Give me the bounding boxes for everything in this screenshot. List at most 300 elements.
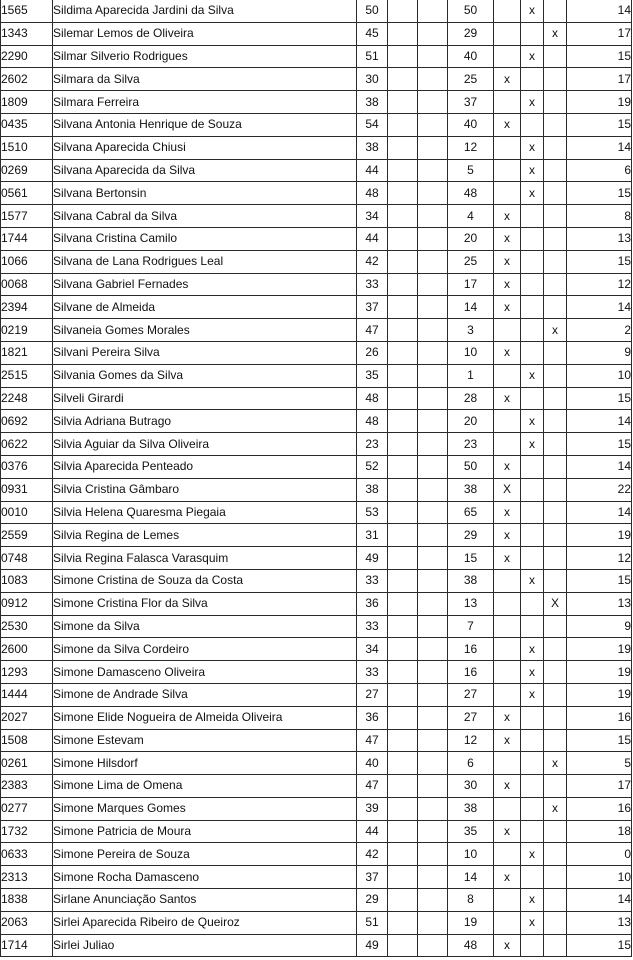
cell-mark-a xyxy=(494,661,521,684)
cell-code: 0748 xyxy=(1,547,53,570)
cell-mark-a: X xyxy=(494,478,521,501)
cell-age: 26 xyxy=(357,341,388,364)
cell-empty xyxy=(388,524,418,547)
cell-mark-c xyxy=(544,296,567,319)
cell-empty xyxy=(418,843,448,866)
cell-code: 0692 xyxy=(1,410,53,433)
cell-code: 0376 xyxy=(1,455,53,478)
cell-empty xyxy=(388,159,418,182)
cell-mark-a: x xyxy=(494,455,521,478)
cell-empty xyxy=(388,729,418,752)
cell-mark-b: x xyxy=(521,433,544,456)
cell-total: 14 xyxy=(567,0,632,22)
cell-count: 48 xyxy=(448,934,494,957)
cell-mark-c xyxy=(544,661,567,684)
cell-name: Sirlei Juliao xyxy=(53,934,357,957)
cell-mark-a xyxy=(494,638,521,661)
cell-mark-a: x xyxy=(494,775,521,798)
cell-total: 19 xyxy=(567,683,632,706)
cell-count: 1 xyxy=(448,364,494,387)
cell-empty xyxy=(418,91,448,114)
cell-mark-a: x xyxy=(494,934,521,957)
table-row xyxy=(1,182,632,205)
cell-name: Simone Cristina de Souza da Costa xyxy=(53,569,357,592)
cell-age: 51 xyxy=(357,911,388,934)
cell-empty xyxy=(418,729,448,752)
cell-mark-c xyxy=(544,341,567,364)
cell-total: 14 xyxy=(567,296,632,319)
table-row xyxy=(1,0,632,22)
table-row xyxy=(1,797,632,820)
cell-mark-c xyxy=(544,683,567,706)
cell-mark-c xyxy=(544,205,567,228)
cell-empty xyxy=(418,683,448,706)
cell-count: 50 xyxy=(448,0,494,22)
cell-mark-c xyxy=(544,729,567,752)
cell-mark-c xyxy=(544,91,567,114)
cell-mark-c: x xyxy=(544,797,567,820)
cell-age: 34 xyxy=(357,638,388,661)
cell-empty xyxy=(388,820,418,843)
cell-age: 33 xyxy=(357,273,388,296)
cell-code: 1510 xyxy=(1,136,53,159)
cell-age: 40 xyxy=(357,752,388,775)
cell-empty xyxy=(418,410,448,433)
table-row xyxy=(1,22,632,45)
cell-mark-a xyxy=(494,911,521,934)
table-row xyxy=(1,364,632,387)
cell-mark-c: x xyxy=(544,752,567,775)
cell-empty xyxy=(388,547,418,570)
cell-name: Sildima Aparecida Jardini da Silva xyxy=(53,0,357,22)
table-row xyxy=(1,729,632,752)
cell-empty xyxy=(388,455,418,478)
cell-mark-c xyxy=(544,364,567,387)
cell-empty xyxy=(388,911,418,934)
cell-mark-a xyxy=(494,182,521,205)
cell-mark-a xyxy=(494,159,521,182)
table-row xyxy=(1,159,632,182)
cell-empty xyxy=(418,569,448,592)
cell-total: 14 xyxy=(567,410,632,433)
cell-count: 38 xyxy=(448,797,494,820)
cell-total: 9 xyxy=(567,615,632,638)
cell-mark-b xyxy=(521,501,544,524)
cell-age: 49 xyxy=(357,934,388,957)
cell-age: 50 xyxy=(357,0,388,22)
cell-mark-b xyxy=(521,250,544,273)
cell-empty xyxy=(388,615,418,638)
cell-code: 0261 xyxy=(1,752,53,775)
table-row xyxy=(1,113,632,136)
cell-total: 6 xyxy=(567,159,632,182)
cell-mark-c: x xyxy=(544,319,567,342)
cell-total: 9 xyxy=(567,341,632,364)
cell-mark-b xyxy=(521,729,544,752)
cell-count: 37 xyxy=(448,91,494,114)
cell-name: Silvia Adriana Butrago xyxy=(53,410,357,433)
cell-count: 50 xyxy=(448,455,494,478)
table-row xyxy=(1,934,632,957)
cell-empty xyxy=(388,205,418,228)
table-row xyxy=(1,706,632,729)
cell-age: 37 xyxy=(357,866,388,889)
cell-empty xyxy=(418,911,448,934)
table-row xyxy=(1,501,632,524)
table-row xyxy=(1,615,632,638)
cell-empty xyxy=(388,387,418,410)
cell-count: 17 xyxy=(448,273,494,296)
cell-mark-c xyxy=(544,547,567,570)
cell-mark-b xyxy=(521,524,544,547)
cell-code: 1744 xyxy=(1,227,53,250)
cell-count: 12 xyxy=(448,136,494,159)
cell-age: 39 xyxy=(357,797,388,820)
cell-empty xyxy=(388,592,418,615)
cell-empty xyxy=(388,136,418,159)
cell-name: Silvana Aparecida da Silva xyxy=(53,159,357,182)
table-row xyxy=(1,410,632,433)
cell-code: 2602 xyxy=(1,68,53,91)
cell-code: 2290 xyxy=(1,45,53,68)
cell-mark-a xyxy=(494,797,521,820)
cell-mark-b: x xyxy=(521,136,544,159)
cell-count: 38 xyxy=(448,569,494,592)
cell-mark-c xyxy=(544,410,567,433)
cell-name: Silvia Cristina Gâmbaro xyxy=(53,478,357,501)
cell-mark-c xyxy=(544,227,567,250)
cell-mark-b: x xyxy=(521,889,544,912)
cell-mark-a xyxy=(494,91,521,114)
cell-mark-a xyxy=(494,319,521,342)
cell-age: 36 xyxy=(357,706,388,729)
cell-empty xyxy=(418,0,448,22)
cell-name: Silvani Pereira Silva xyxy=(53,341,357,364)
cell-count: 27 xyxy=(448,706,494,729)
table-row xyxy=(1,866,632,889)
cell-name: Simone de Andrade Silva xyxy=(53,683,357,706)
cell-total: 15 xyxy=(567,569,632,592)
cell-mark-b xyxy=(521,68,544,91)
cell-mark-c: x xyxy=(544,22,567,45)
cell-code: 0277 xyxy=(1,797,53,820)
cell-total: 19 xyxy=(567,661,632,684)
cell-name: Silvana Gabriel Fernades xyxy=(53,273,357,296)
cell-count: 6 xyxy=(448,752,494,775)
cell-total: 15 xyxy=(567,45,632,68)
cell-code: 0068 xyxy=(1,273,53,296)
cell-mark-a: x xyxy=(494,387,521,410)
cell-total: 19 xyxy=(567,91,632,114)
cell-name: Silvania Gomes da Silva xyxy=(53,364,357,387)
table-row xyxy=(1,319,632,342)
cell-mark-a: x xyxy=(494,227,521,250)
cell-empty xyxy=(388,91,418,114)
cell-mark-b: x xyxy=(521,182,544,205)
cell-total: 12 xyxy=(567,547,632,570)
cell-total: 18 xyxy=(567,820,632,843)
cell-total: 16 xyxy=(567,797,632,820)
cell-empty xyxy=(418,387,448,410)
cell-mark-c xyxy=(544,68,567,91)
table-row xyxy=(1,455,632,478)
cell-code: 1809 xyxy=(1,91,53,114)
cell-mark-b xyxy=(521,273,544,296)
cell-mark-a: x xyxy=(494,820,521,843)
cell-mark-c xyxy=(544,433,567,456)
cell-age: 35 xyxy=(357,364,388,387)
cell-empty xyxy=(418,934,448,957)
cell-age: 38 xyxy=(357,478,388,501)
table-row xyxy=(1,524,632,547)
cell-empty xyxy=(388,843,418,866)
cell-mark-b: x xyxy=(521,410,544,433)
cell-mark-a xyxy=(494,889,521,912)
table-row xyxy=(1,911,632,934)
cell-empty xyxy=(418,341,448,364)
cell-mark-c xyxy=(544,45,567,68)
cell-mark-b xyxy=(521,205,544,228)
cell-age: 27 xyxy=(357,683,388,706)
cell-code: 2515 xyxy=(1,364,53,387)
cell-count: 5 xyxy=(448,159,494,182)
cell-code: 0633 xyxy=(1,843,53,866)
cell-mark-c xyxy=(544,775,567,798)
cell-name: Simone Elide Nogueira de Almeida Oliveira xyxy=(53,706,357,729)
cell-age: 33 xyxy=(357,569,388,592)
cell-empty xyxy=(418,364,448,387)
cell-name: Silvana Antonia Henrique de Souza xyxy=(53,113,357,136)
cell-mark-a xyxy=(494,22,521,45)
cell-total: 15 xyxy=(567,934,632,957)
cell-empty xyxy=(388,797,418,820)
cell-mark-b: x xyxy=(521,364,544,387)
cell-count: 4 xyxy=(448,205,494,228)
cell-mark-c xyxy=(544,501,567,524)
cell-name: Silvane de Almeida xyxy=(53,296,357,319)
cell-count: 3 xyxy=(448,319,494,342)
cell-count: 19 xyxy=(448,911,494,934)
cell-empty xyxy=(418,250,448,273)
cell-empty xyxy=(388,296,418,319)
cell-count: 14 xyxy=(448,296,494,319)
cell-empty xyxy=(388,569,418,592)
cell-mark-b: x xyxy=(521,683,544,706)
cell-empty xyxy=(418,752,448,775)
cell-code: 0219 xyxy=(1,319,53,342)
cell-name: Silvia Regina de Lemes xyxy=(53,524,357,547)
cell-age: 47 xyxy=(357,729,388,752)
cell-empty xyxy=(388,889,418,912)
cell-name: Silemar Lemos de Oliveira xyxy=(53,22,357,45)
cell-mark-b xyxy=(521,866,544,889)
table-row xyxy=(1,843,632,866)
cell-count: 16 xyxy=(448,638,494,661)
cell-empty xyxy=(388,478,418,501)
table-row xyxy=(1,752,632,775)
table-row xyxy=(1,661,632,684)
cell-mark-c xyxy=(544,159,567,182)
cell-mark-a: x xyxy=(494,341,521,364)
cell-count: 35 xyxy=(448,820,494,843)
cell-mark-a: x xyxy=(494,68,521,91)
cell-code: 0912 xyxy=(1,592,53,615)
cell-mark-c: X xyxy=(544,592,567,615)
cell-mark-c xyxy=(544,615,567,638)
cell-count: 15 xyxy=(448,547,494,570)
cell-mark-c xyxy=(544,478,567,501)
cell-empty xyxy=(418,889,448,912)
table-row xyxy=(1,227,632,250)
cell-age: 53 xyxy=(357,501,388,524)
cell-mark-c xyxy=(544,273,567,296)
cell-code: 2600 xyxy=(1,638,53,661)
cell-age: 29 xyxy=(357,889,388,912)
cell-age: 30 xyxy=(357,68,388,91)
cell-empty xyxy=(418,501,448,524)
cell-empty xyxy=(418,113,448,136)
cell-empty xyxy=(388,364,418,387)
cell-total: 19 xyxy=(567,524,632,547)
table-row xyxy=(1,91,632,114)
cell-empty xyxy=(418,136,448,159)
cell-count: 10 xyxy=(448,843,494,866)
cell-mark-b xyxy=(521,592,544,615)
cell-empty xyxy=(418,706,448,729)
cell-count: 20 xyxy=(448,227,494,250)
cell-empty xyxy=(388,250,418,273)
cell-mark-b: x xyxy=(521,91,544,114)
cell-mark-b xyxy=(521,706,544,729)
cell-total: 14 xyxy=(567,455,632,478)
cell-mark-a xyxy=(494,0,521,22)
cell-age: 45 xyxy=(357,22,388,45)
cell-count: 7 xyxy=(448,615,494,638)
table-row xyxy=(1,136,632,159)
cell-mark-b xyxy=(521,615,544,638)
cell-age: 33 xyxy=(357,615,388,638)
cell-mark-c xyxy=(544,934,567,957)
cell-count: 29 xyxy=(448,524,494,547)
cell-age: 47 xyxy=(357,775,388,798)
cell-name: Silmara Ferreira xyxy=(53,91,357,114)
cell-code: 1083 xyxy=(1,569,53,592)
cell-age: 48 xyxy=(357,410,388,433)
cell-empty xyxy=(388,341,418,364)
cell-empty xyxy=(388,410,418,433)
cell-code: 0622 xyxy=(1,433,53,456)
cell-empty xyxy=(388,775,418,798)
cell-code: 1838 xyxy=(1,889,53,912)
cell-age: 36 xyxy=(357,592,388,615)
cell-count: 40 xyxy=(448,45,494,68)
cell-mark-c xyxy=(544,387,567,410)
cell-age: 42 xyxy=(357,250,388,273)
cell-mark-c xyxy=(544,250,567,273)
cell-empty xyxy=(418,524,448,547)
table-row xyxy=(1,45,632,68)
cell-total: 15 xyxy=(567,387,632,410)
cell-mark-b xyxy=(521,478,544,501)
table-row xyxy=(1,433,632,456)
cell-name: Silvana Bertonsin xyxy=(53,182,357,205)
table-row xyxy=(1,296,632,319)
cell-age: 31 xyxy=(357,524,388,547)
cell-mark-b xyxy=(521,227,544,250)
table-row xyxy=(1,683,632,706)
cell-name: Sirlane Anunciação Santos xyxy=(53,889,357,912)
cell-code: 0561 xyxy=(1,182,53,205)
cell-mark-a xyxy=(494,433,521,456)
cell-name: Silvia Helena Quaresma Piegaia xyxy=(53,501,357,524)
table-row xyxy=(1,250,632,273)
cell-total: 15 xyxy=(567,113,632,136)
cell-age: 49 xyxy=(357,547,388,570)
cell-mark-a: x xyxy=(494,250,521,273)
cell-mark-a xyxy=(494,615,521,638)
cell-count: 40 xyxy=(448,113,494,136)
cell-mark-b xyxy=(521,752,544,775)
cell-empty xyxy=(418,455,448,478)
cell-empty xyxy=(388,319,418,342)
cell-empty xyxy=(418,478,448,501)
cell-empty xyxy=(388,273,418,296)
table-row xyxy=(1,68,632,91)
cell-mark-b xyxy=(521,341,544,364)
cell-mark-b xyxy=(521,387,544,410)
cell-empty xyxy=(418,661,448,684)
cell-name: Simone Marques Gomes xyxy=(53,797,357,820)
cell-count: 25 xyxy=(448,68,494,91)
cell-code: 1293 xyxy=(1,661,53,684)
cell-count: 30 xyxy=(448,775,494,798)
cell-mark-a xyxy=(494,592,521,615)
cell-code: 1066 xyxy=(1,250,53,273)
cell-empty xyxy=(418,615,448,638)
table-body xyxy=(1,0,632,957)
cell-mark-a: x xyxy=(494,706,521,729)
cell-empty xyxy=(418,433,448,456)
cell-total: 8 xyxy=(567,205,632,228)
cell-age: 23 xyxy=(357,433,388,456)
cell-mark-a: x xyxy=(494,205,521,228)
cell-code: 1821 xyxy=(1,341,53,364)
cell-mark-a xyxy=(494,752,521,775)
cell-empty xyxy=(418,273,448,296)
cell-age: 44 xyxy=(357,227,388,250)
cell-mark-c xyxy=(544,820,567,843)
cell-mark-a: x xyxy=(494,296,521,319)
cell-name: Silvia Aguiar da Silva Oliveira xyxy=(53,433,357,456)
cell-name: Silveli Girardi xyxy=(53,387,357,410)
cell-code: 1732 xyxy=(1,820,53,843)
cell-mark-b xyxy=(521,22,544,45)
cell-name: Silvana Aparecida Chiusi xyxy=(53,136,357,159)
cell-mark-b: x xyxy=(521,911,544,934)
cell-code: 2248 xyxy=(1,387,53,410)
cell-mark-b xyxy=(521,319,544,342)
cell-mark-b xyxy=(521,934,544,957)
cell-mark-c xyxy=(544,843,567,866)
cell-empty xyxy=(418,866,448,889)
cell-total: 13 xyxy=(567,911,632,934)
cell-age: 33 xyxy=(357,661,388,684)
cell-count: 14 xyxy=(448,866,494,889)
cell-empty xyxy=(388,866,418,889)
cell-mark-c xyxy=(544,706,567,729)
cell-mark-a: x xyxy=(494,547,521,570)
cell-empty xyxy=(388,45,418,68)
